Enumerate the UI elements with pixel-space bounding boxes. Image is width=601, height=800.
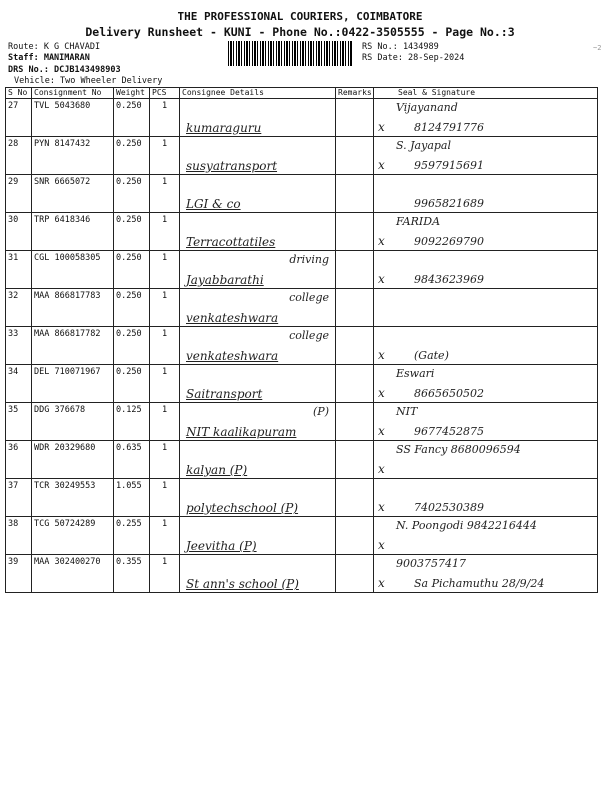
barcode — [228, 41, 353, 66]
weight-value: 0.255 — [114, 517, 150, 555]
table-row — [6, 479, 598, 517]
pieces-count: 1 — [150, 365, 180, 403]
weight-value: 0.125 — [114, 403, 150, 441]
consignee-name: Saitransport — [186, 387, 263, 401]
cross-mark: x — [378, 462, 385, 476]
signature-cell — [374, 251, 598, 289]
serial-number: 38 — [6, 517, 32, 555]
serial-number: 34 — [6, 365, 32, 403]
signature-cell — [374, 327, 598, 365]
weight-value: 0.250 — [114, 99, 150, 137]
signature-phone: 8124791776 — [414, 121, 484, 134]
consignment-number: TVL 5043680 — [32, 99, 114, 137]
serial-number: 32 — [6, 289, 32, 327]
weight-value: 0.250 — [114, 175, 150, 213]
table-row — [6, 441, 598, 479]
table-row — [6, 289, 598, 327]
signature-text: FARIDA — [396, 215, 441, 228]
remarks-cell — [336, 99, 374, 137]
consignment-number: WDR 20329680 — [32, 441, 114, 479]
signature-cell — [374, 517, 598, 555]
signature-phone: 9597915691 — [414, 159, 484, 172]
signature-text: Vijayanand — [396, 101, 458, 114]
signature-text: Eswari — [396, 367, 435, 380]
cross-mark: x — [378, 538, 385, 552]
consignee-details — [180, 213, 336, 251]
consignee-name: venkateshwara — [186, 349, 279, 363]
cross-mark: x — [378, 158, 385, 172]
signature-phone: 9965821689 — [414, 197, 484, 210]
rs-date: RS Date: 28-Sep-2024 — [362, 53, 465, 63]
runsheet-table — [5, 87, 598, 593]
document-subtitle: Delivery Runsheet - KUNI - Phone No.:0422-3505555 - Page No.:3 — [85, 25, 515, 39]
weight-value: 0.250 — [114, 327, 150, 365]
cross-mark: x — [378, 576, 385, 590]
weight-value: 0.250 — [114, 213, 150, 251]
consignee-details — [180, 99, 336, 137]
signature-cell — [374, 365, 598, 403]
signature-phone: 9677452875 — [414, 425, 484, 438]
remarks-cell — [336, 289, 374, 327]
consignee-details — [180, 517, 336, 555]
consignment-number: MAA 866817782 — [32, 327, 114, 365]
table-header-row — [6, 88, 598, 99]
signature-cell — [374, 289, 598, 327]
drs-number: DRS No.: DCJB143498903 — [8, 65, 121, 75]
table-row — [6, 175, 598, 213]
table-row — [6, 327, 598, 365]
remarks-cell — [336, 403, 374, 441]
consignee-details — [180, 365, 336, 403]
consignment-number: TCG 50724289 — [32, 517, 114, 555]
remarks-cell — [336, 137, 374, 175]
table-row — [6, 517, 598, 555]
table-row — [6, 99, 598, 137]
col-header-consignee: Consignee Details — [180, 88, 336, 99]
table-row — [6, 365, 598, 403]
signature-cell — [374, 555, 598, 593]
consignee-name: LGI & co — [186, 197, 241, 211]
cross-mark: x — [378, 120, 385, 134]
consignment-number: DEL 710071967 — [32, 365, 114, 403]
col-header-weight: Weight — [114, 88, 150, 99]
consignment-number: CGL 100058305 — [32, 251, 114, 289]
rs-number: RS No.: 1434989 — [362, 42, 439, 52]
signature-cell — [374, 403, 598, 441]
signature-cell — [374, 441, 598, 479]
consignment-number: TRP 6418346 — [32, 213, 114, 251]
weight-value: 0.250 — [114, 289, 150, 327]
serial-number: 31 — [6, 251, 32, 289]
cross-mark: x — [378, 424, 385, 438]
pieces-count: 1 — [150, 213, 180, 251]
pieces-count: 1 — [150, 441, 180, 479]
remarks-cell — [336, 441, 374, 479]
signature-text: S. Jayapal — [396, 139, 451, 152]
col-header-remarks: Remarks — [336, 88, 374, 99]
consignee-details — [180, 403, 336, 441]
signature-cell — [374, 99, 598, 137]
signature-cell — [374, 213, 598, 251]
col-header-signature: Seal & Signature — [374, 88, 598, 99]
consignment-number: TCR 30249553 — [32, 479, 114, 517]
pieces-count: 1 — [150, 137, 180, 175]
consignee-details — [180, 327, 336, 365]
weight-value: 0.250 — [114, 365, 150, 403]
signature-phone: Sa Pichamuthu 28/9/24 — [414, 577, 545, 590]
remarks-cell — [336, 213, 374, 251]
margin-mark: ~2 — [593, 44, 601, 52]
table-row — [6, 137, 598, 175]
pieces-count: 1 — [150, 479, 180, 517]
consignee-details — [180, 289, 336, 327]
consignee-name: kumaraguru — [186, 121, 262, 135]
cross-mark: x — [378, 234, 385, 248]
consignment-number: PYN 8147432 — [32, 137, 114, 175]
table-row — [6, 555, 598, 593]
remarks-cell — [336, 365, 374, 403]
pieces-count: 1 — [150, 403, 180, 441]
serial-number: 35 — [6, 403, 32, 441]
weight-value: 0.250 — [114, 251, 150, 289]
consignment-number: MAA 302400270 — [32, 555, 114, 593]
serial-number: 36 — [6, 441, 32, 479]
col-header-pcs: PCS — [150, 88, 180, 99]
signature-cell — [374, 479, 598, 517]
consignee-note: (P) — [313, 405, 329, 418]
serial-number: 30 — [6, 213, 32, 251]
serial-number: 28 — [6, 137, 32, 175]
consignment-number: SNR 6665072 — [32, 175, 114, 213]
table-row — [6, 403, 598, 441]
consignee-note: college — [289, 291, 329, 304]
consignee-name: venkateshwara — [186, 311, 279, 325]
consignee-details — [180, 441, 336, 479]
consignee-note: driving — [289, 253, 329, 266]
signature-phone: 7402530389 — [414, 501, 484, 514]
consignment-number: DDG 376678 — [32, 403, 114, 441]
signature-phone: 9092269790 — [414, 235, 484, 248]
signature-text: 9003757417 — [396, 557, 466, 570]
vehicle-label: Vehicle: Two Wheeler Delivery — [14, 76, 163, 86]
pieces-count: 1 — [150, 251, 180, 289]
pieces-count: 1 — [150, 555, 180, 593]
consignee-details — [180, 251, 336, 289]
consignee-name: polytechschool (P) — [186, 501, 299, 515]
col-header-sno: S No — [6, 88, 32, 99]
cross-mark: x — [378, 348, 385, 362]
serial-number: 39 — [6, 555, 32, 593]
cross-mark: x — [378, 272, 385, 286]
consignee-name: susyatransport — [186, 159, 278, 173]
signature-text: NIT — [396, 405, 418, 418]
consignment-number: MAA 866817783 — [32, 289, 114, 327]
serial-number: 33 — [6, 327, 32, 365]
remarks-cell — [336, 555, 374, 593]
remarks-cell — [336, 479, 374, 517]
consignee-name: Jeevitha (P) — [186, 539, 257, 553]
signature-phone: 9843623969 — [414, 273, 484, 286]
consignee-details — [180, 479, 336, 517]
consignee-details — [180, 137, 336, 175]
pieces-count: 1 — [150, 289, 180, 327]
signature-phone: (Gate) — [414, 349, 449, 362]
signature-cell — [374, 137, 598, 175]
signature-phone: 8665650502 — [414, 387, 484, 400]
weight-value: 0.355 — [114, 555, 150, 593]
consignee-note: college — [289, 329, 329, 342]
route-label: Route: K G CHAVADI — [8, 42, 101, 52]
weight-value: 1.055 — [114, 479, 150, 517]
consignee-name: St ann's school (P) — [186, 577, 299, 591]
signature-cell — [374, 175, 598, 213]
consignee-name: Terracottatiles — [186, 235, 276, 249]
remarks-cell — [336, 251, 374, 289]
remarks-cell — [336, 175, 374, 213]
document-title: THE PROFESSIONAL COURIERS, COIMBATORE — [177, 10, 423, 23]
remarks-cell — [336, 517, 374, 555]
weight-value: 0.635 — [114, 441, 150, 479]
pieces-count: 1 — [150, 175, 180, 213]
cross-mark: x — [378, 500, 385, 514]
consignee-details — [180, 175, 336, 213]
cross-mark: x — [378, 386, 385, 400]
pieces-count: 1 — [150, 99, 180, 137]
consignee-details — [180, 555, 336, 593]
consignee-name: Jayabbarathi — [186, 273, 264, 287]
remarks-cell — [336, 327, 374, 365]
weight-value: 0.250 — [114, 137, 150, 175]
serial-number: 29 — [6, 175, 32, 213]
pieces-count: 1 — [150, 327, 180, 365]
serial-number: 27 — [6, 99, 32, 137]
signature-text: SS Fancy 8680096594 — [396, 443, 521, 456]
staff-label: Staff: MANIMARAN — [8, 53, 90, 63]
consignee-name: kalyan (P) — [186, 463, 248, 477]
col-header-consignment: Consignment No — [32, 88, 114, 99]
table-row — [6, 251, 598, 289]
signature-text: N. Poongodi 9842216444 — [396, 519, 537, 532]
table-row — [6, 213, 598, 251]
serial-number: 37 — [6, 479, 32, 517]
pieces-count: 1 — [150, 517, 180, 555]
consignee-name: NIT kaalikapuram — [186, 425, 297, 439]
